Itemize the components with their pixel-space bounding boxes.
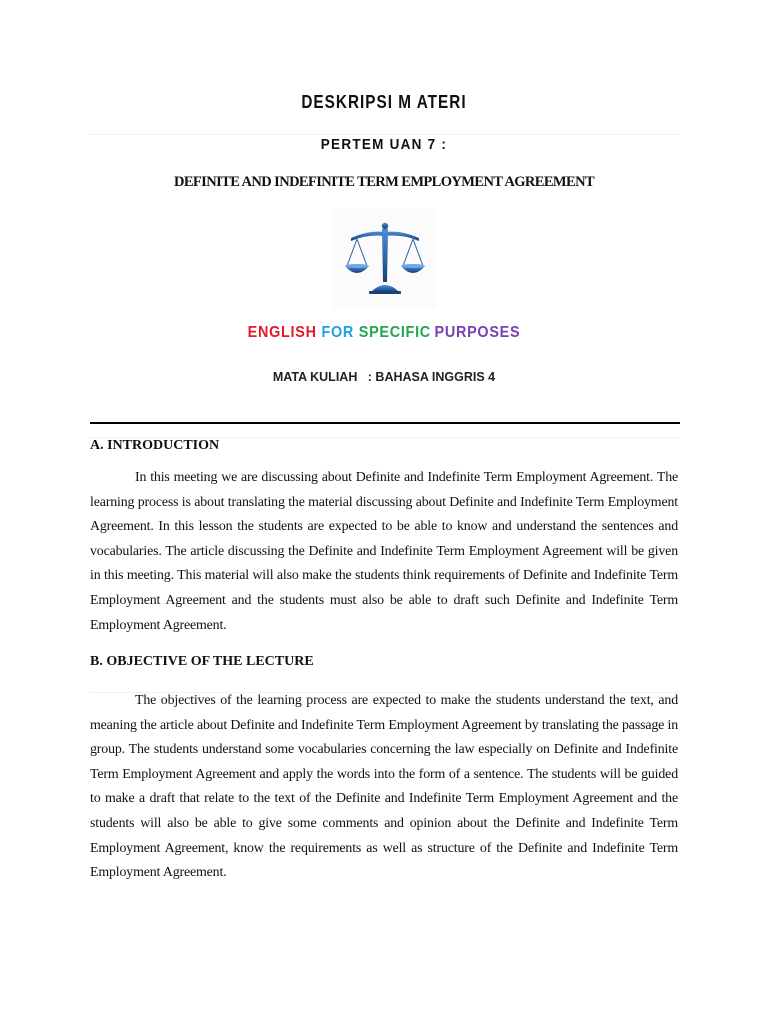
introduction-paragraph: In this meeting we are discussing about Definite and Indefinite Term Employment Agreement. The learning process is about translating the material discussing about Definite and Indefinite Term Employment Agreement. In this lesson the students are expected to be able to know and understand the sentences and vocabularies. The article discussing the Definite and Indefinite Term Employment Agreement will be given in this meeting. This material will also make the students think requirements of Definite and Indefinite Term Employment Agreement and the students must also be able to draft such Definite and Indefinite Term Employment Agreement. xyxy=(90,470,678,633)
logo xyxy=(333,208,437,308)
topic-title: DEFINITE AND INDEFINITE TERM EMPLOYMENT AGREEMENT xyxy=(173,174,595,190)
section-heading-objective: B. OBJECTIVE OF THE LECTURE xyxy=(90,654,314,669)
esp-word-specific: SPECIFIC xyxy=(358,324,431,341)
section-rule xyxy=(90,422,680,424)
section-heading-introduction: A. INTRODUCTION xyxy=(90,438,220,453)
esp-banner xyxy=(38,324,729,342)
course-info xyxy=(0,370,768,384)
objective-paragraph: The objectives of the learning process are expected to make the students understand the text, and meaning the article about Definite and Indefinite Term Employment Agreement by translating the passage in group. The students understand some vocabularies concerning the law especially on Definite and Indefinite Term Employment Agreement and apply the words into the form of a sentence. The students will be guided to make a draft that relate to the text of the Definite and Indefinite Term Employment Agreement and the students will also be able to give some comments and opinion about the Definite and Indefinite Term Employment Agreement, know the requirements as well as structure of the Definite and Indefinite Term Employment Agreement. xyxy=(90,693,678,881)
balance-scale-icon xyxy=(333,208,437,308)
divider xyxy=(90,134,680,135)
course-label: MATA KULIAH xyxy=(272,370,358,384)
meeting-number: PERTEM UAN 7 : xyxy=(320,136,448,153)
document-title: DESKRIPSI M ATERI xyxy=(301,92,467,112)
esp-word-purposes: PURPOSES xyxy=(434,324,521,341)
course-value: : BAHASA INGGRIS 4 xyxy=(367,370,496,384)
esp-word-english: ENGLISH xyxy=(247,324,317,341)
esp-word-for: FOR xyxy=(321,324,355,341)
